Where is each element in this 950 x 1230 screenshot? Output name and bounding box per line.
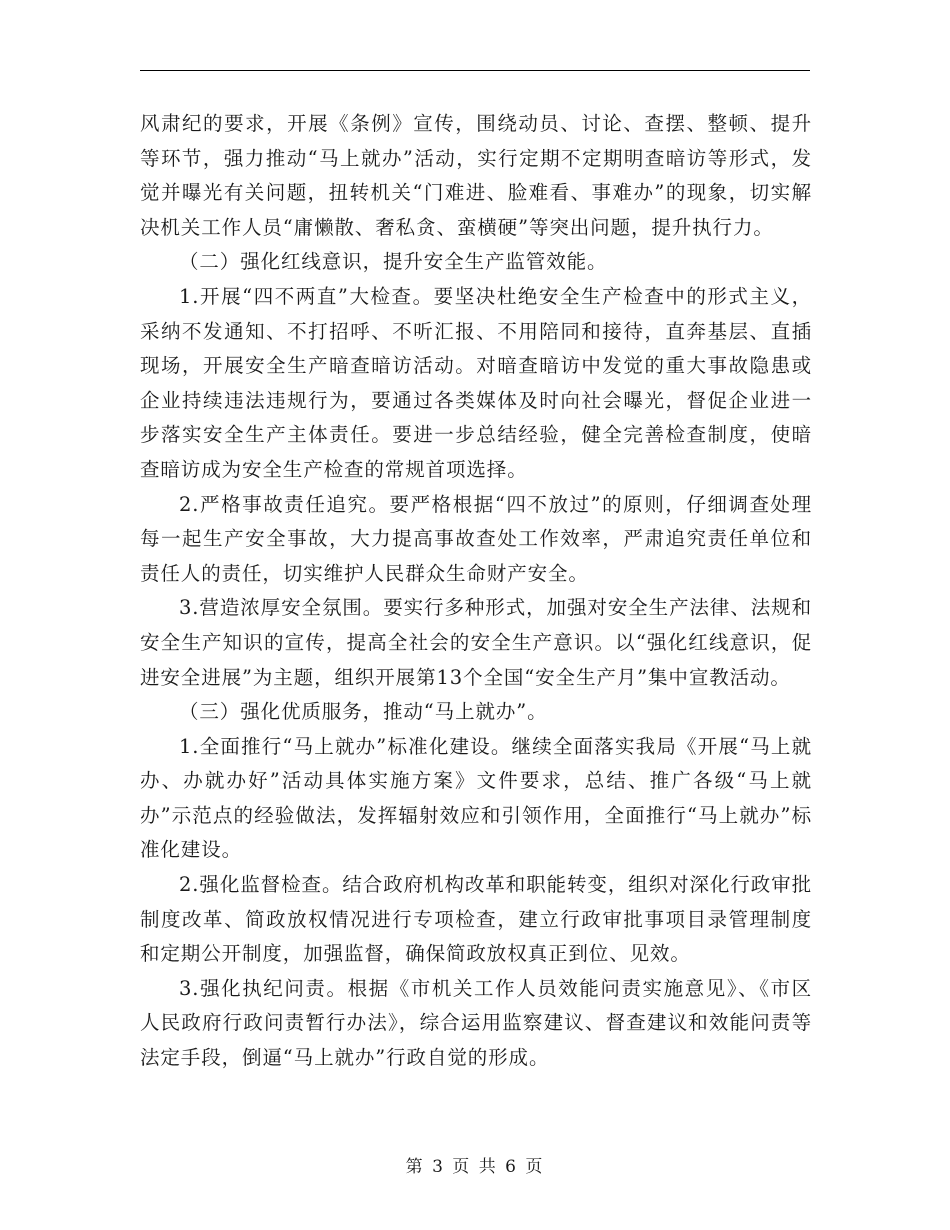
section-heading-2: （二）强化红线意识，提升安全生产监管效能。 [179,250,608,274]
paragraph-item-2-3: 3.营造浓厚安全氛围。要实行多种形式，加强对安全生产法律、法规和安全生产知识的宣传，提高全社会的安全生产意识。以“强化红线意识，促进安全进展”为主题，组织开展第13个全国“安全生产月”集中宣教活动。 [140,596,812,689]
header-rule [140,70,810,71]
paragraph-item-2-2: 2.严格事故责任追究。要严格根据“四不放过”的原则，仔细调查处理每一起生产安全事故，大力提高事故查处工作效率，严肃追究责任单位和责任人的责任，切实维护人民群众生命财产安全。 [140,492,812,585]
section-heading-3: （三）强化优质服务，推动“马上就办”。 [179,700,548,724]
paragraph-item-3-1: 1.全面推行“马上就办”标准化建设。继续全面落实我局《开展“马上就办、办就办好”活动具体实施方案》文件要求，总结、推广各级“马上就办”示范点的经验做法，发挥辐射效应和引领作用，全面推行“马上就办”标准化建设。 [140,734,812,862]
paragraph-item-2-1: 1.开展“四不两直”大检查。要坚决杜绝安全生产检查中的形式主义，采纳不发通知、不打招呼、不听汇报、不用陪同和接待，直奔基层、直插现场，开展安全生产暗查暗访活动。对暗查暗访中发觉的重大事故隐患或企业持续违法违规行为，要通过各类媒体及时向社会曝光，督促企业进一步落实安全生产主体责任。要进一步总结经验，健全完善检查制度，使暗查暗访成为安全生产检查的常规首项选择。 [140,284,812,481]
paragraph-item-3-2: 2.强化监督检查。结合政府机构改革和职能转变，组织对深化行政审批制度改革、简政放权情况进行专项检查，建立行政审批事项目录管理制度和定期公开制度，加强监督，确保简政放权真正到位、见效。 [140,873,812,966]
document-body [140,107,812,1076]
paragraph-item-3-3: 3.强化执纪问责。根据《市机关工作人员效能问责实施意见》、《市区人民政府行政问责暂行办法》，综合运用监察建议、督查建议和效能问责等法定手段，倒逼“马上就办”行政自觉的形成。 [140,976,812,1070]
page-number: 第 3 页 共 6 页 [405,1157,545,1177]
paragraph-continuation: 风肃纪的要求，开展《条例》宣传，围绕动员、讨论、查摆、整顿、提升等环节，强力推动“马上就办”活动，实行定期不定期明查暗访等形式，发觉并曝光有关问题，扭转机关“门难进、脸难看、事难办”的现象，切实解决机关工作人员“庸懒散、奢私贪、蛮横硬”等突出问题，提升执行力。 [140,112,812,239]
